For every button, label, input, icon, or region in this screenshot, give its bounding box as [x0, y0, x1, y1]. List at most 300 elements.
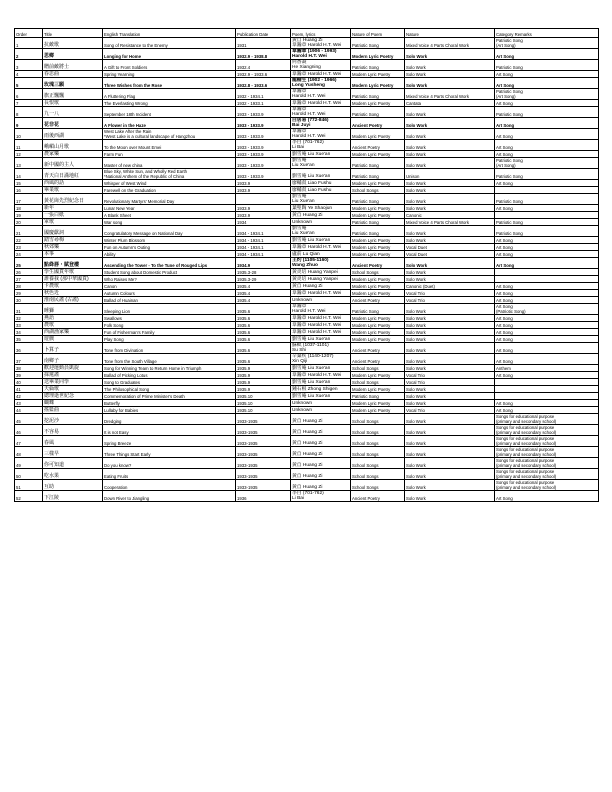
- row-remarks-cell: [495, 100, 599, 107]
- cell-text: 韋瀚章 (1906 - 1993): [292, 49, 337, 54]
- row-order-cell: [15, 158, 43, 169]
- row-lyrics-cell: [291, 414, 351, 425]
- row-remarks-cell: [495, 458, 599, 469]
- row-poem-cell: [351, 100, 405, 107]
- cell-text: Modern Lyric Poetry: [352, 238, 391, 243]
- row-remarks-cell: [495, 322, 599, 329]
- cell-text: Commemoration of Prime Minister's Death: [104, 394, 185, 399]
- row-order-cell: [15, 329, 43, 336]
- row-nature-cell: [405, 258, 495, 269]
- row-title-cell: [43, 407, 103, 414]
- cell-text: Whisper of West Wind: [104, 181, 147, 186]
- cell-text: 抗敵歌: [44, 42, 60, 48]
- col-title-header: Title: [43, 29, 103, 38]
- cell-text: 卡農歌: [44, 283, 60, 289]
- cell-text: 1935.10: [237, 401, 253, 406]
- cell-text: A Fluttering Flag: [104, 94, 136, 99]
- cell-text: 36: [16, 348, 21, 353]
- row-nature-cell: [405, 379, 495, 386]
- row-english-cell: [103, 480, 236, 491]
- row-remarks-cell: [495, 365, 599, 372]
- row-title-cell: [43, 425, 103, 436]
- table-row: [15, 379, 599, 386]
- cell-text: 38: [16, 366, 21, 371]
- cell-text: Art Song: [496, 72, 513, 77]
- row-date-cell: [236, 469, 291, 480]
- cell-text: 韋瀚章 Harold H.T. Wei: [292, 43, 342, 48]
- row-date-cell: [236, 329, 291, 336]
- cell-text: 1: [16, 43, 19, 48]
- cell-text: Li Bai: [292, 145, 304, 150]
- row-remarks-cell: [495, 258, 599, 269]
- table-row: [15, 336, 599, 343]
- row-order-cell: [15, 226, 43, 237]
- row-lyrics-cell: [291, 447, 351, 458]
- row-poem-cell: [351, 329, 405, 336]
- cell-text: 52: [16, 496, 21, 501]
- table-row: [15, 71, 599, 78]
- cell-text: Solo Work: [406, 270, 426, 275]
- row-poem-cell: [351, 400, 405, 407]
- cell-text: 一張白紙: [44, 212, 65, 218]
- row-remarks-cell: [495, 315, 599, 322]
- row-poem-cell: [351, 343, 405, 354]
- row-poem-cell: [351, 379, 405, 386]
- cell-text: September 18th Incident: [104, 112, 151, 117]
- cell-text: 贈前敵將士: [44, 64, 70, 70]
- cell-text: Art Song: [496, 337, 513, 342]
- row-date-cell: [236, 290, 291, 297]
- row-title-cell: [43, 219, 103, 226]
- cell-text: 1933.9: [237, 206, 251, 211]
- row-lyrics-cell: [291, 336, 351, 343]
- row-date-cell: [236, 107, 291, 118]
- row-lyrics-cell: [291, 283, 351, 290]
- cell-text: 黃自 Huang Zi: [292, 419, 323, 424]
- table-row: [15, 194, 599, 205]
- row-english-cell: [103, 315, 236, 322]
- cell-text: 國慶獻詞: [44, 230, 65, 236]
- row-lyrics-cell: [291, 212, 351, 219]
- cell-text: 秋色近: [44, 290, 60, 296]
- cell-text: Fun on Autumn's Outing: [104, 245, 150, 250]
- row-order-cell: [15, 140, 43, 151]
- cell-text: Unknown: [292, 298, 312, 303]
- row-title-cell: [43, 151, 103, 158]
- cell-text: 1934 - 1934.1: [237, 231, 264, 236]
- cell-text: Spring Breeze: [104, 441, 132, 446]
- row-lyrics-cell: [291, 386, 351, 393]
- cell-text: Solo Work: [406, 474, 426, 479]
- row-poem-cell: [351, 297, 405, 304]
- row-date-cell: [236, 414, 291, 425]
- row-date-cell: [236, 118, 291, 129]
- row-english-cell: [103, 60, 236, 71]
- cell-text: Patriotic Song: [352, 163, 379, 168]
- cell-text: Solo Work: [406, 163, 426, 168]
- cell-text: Down River to Jiangling: [104, 496, 150, 501]
- row-date-cell: [236, 71, 291, 78]
- row-date-cell: [236, 480, 291, 491]
- row-title-cell: [43, 283, 103, 290]
- cell-text: Canon: [104, 284, 117, 289]
- row-order-cell: [15, 447, 43, 458]
- cell-text: 1935.9: [237, 387, 251, 392]
- cell-text: Winter Plum Blossom: [104, 238, 146, 243]
- row-nature-cell: [405, 205, 495, 212]
- table-row: [15, 38, 599, 49]
- cell-text: 1934: [237, 220, 247, 225]
- cell-text: Modern Lyric Poetry: [352, 408, 391, 413]
- row-poem-cell: [351, 212, 405, 219]
- row-date-cell: [236, 226, 291, 237]
- row-title-cell: [43, 180, 103, 187]
- cell-text: Ancient Poetry: [352, 359, 380, 364]
- cell-text: Solo Work: [406, 54, 428, 59]
- row-lyrics-cell: [291, 226, 351, 237]
- cell-text: Modern Lyric Poetry: [352, 330, 391, 335]
- row-order-cell: [15, 436, 43, 447]
- cell-text: 24: [16, 252, 21, 257]
- row-remarks-cell: [495, 436, 599, 447]
- cell-text: Art Song: [496, 298, 513, 303]
- cell-text: (primary and secondary school): [496, 441, 557, 446]
- row-date-cell: [236, 407, 291, 414]
- row-english-cell: [103, 89, 236, 100]
- row-nature-cell: [405, 436, 495, 447]
- row-title-cell: [43, 194, 103, 205]
- cell-text: Modern Lyric Poetry: [352, 387, 391, 392]
- cell-text: School Songs: [352, 474, 379, 479]
- row-order-cell: [15, 290, 43, 297]
- cell-text: Patriotic Song: [496, 65, 523, 70]
- cell-text: 劉雪庵 Liu Xue'an: [292, 337, 331, 342]
- cell-text: 劉雪庵 Liu Xue'an: [292, 238, 331, 243]
- cell-text: Solo Work: [406, 206, 426, 211]
- row-english-cell: [103, 180, 236, 187]
- table-row: [15, 469, 599, 480]
- row-nature-cell: [405, 276, 495, 283]
- cell-text: 睡獅: [44, 308, 55, 314]
- cell-text: Solo Work: [406, 263, 428, 268]
- cell-text: The Philosophical Song: [104, 387, 150, 392]
- row-order-cell: [15, 244, 43, 251]
- cell-text: *West Lake is a cultural landscape of Hangzhou: [104, 134, 196, 139]
- cell-text: 黃炎培 Huang Yanpei: [292, 277, 338, 282]
- cell-text: 劉雪庵: [292, 226, 307, 231]
- table-row: [15, 169, 599, 180]
- row-date-cell: [236, 365, 291, 372]
- row-nature-cell: [405, 414, 495, 425]
- cell-text: Patriotic Song: [496, 38, 523, 43]
- row-date-cell: [236, 386, 291, 393]
- row-title-cell: [43, 258, 103, 269]
- cell-text: 1935.10: [237, 408, 253, 413]
- cell-text: 思鄉: [44, 53, 55, 59]
- row-remarks-cell: [495, 78, 599, 89]
- cell-text: Who Raises Me?: [104, 277, 137, 282]
- cell-text: 1933.9: [237, 213, 251, 218]
- cell-text: 10: [16, 134, 21, 139]
- row-lyrics-cell: [291, 251, 351, 258]
- row-order-cell: [15, 107, 43, 118]
- cell-text: Solo Work: [406, 323, 426, 328]
- cell-text: (primary and secondary school): [496, 430, 557, 435]
- cell-text: A Blank Sheet: [104, 213, 131, 218]
- row-english-cell: [103, 129, 236, 140]
- cell-text: Art Song: [496, 304, 513, 309]
- cell-text: 1935.3-29: [237, 277, 257, 282]
- cell-text: Wang Zhuo: [292, 263, 318, 268]
- cell-text: 22: [16, 238, 21, 243]
- row-order-cell: [15, 169, 43, 180]
- cell-text: West Lake After the Rain: [104, 129, 152, 134]
- cell-text: 總理逝世紀念: [44, 393, 75, 399]
- row-poem-cell: [351, 118, 405, 129]
- cell-text: Lullaby for Babies: [104, 408, 139, 413]
- cell-text: Modern Lyric Poetry: [352, 213, 391, 218]
- cell-text: 青天白日滿地紅: [44, 173, 80, 179]
- row-lyrics-cell: [291, 237, 351, 244]
- row-title-cell: [43, 372, 103, 379]
- cell-text: A Flower in the Haze: [104, 123, 146, 128]
- cell-text: Art Song: [496, 330, 513, 335]
- cell-text: 28: [16, 284, 21, 289]
- row-nature-cell: [405, 151, 495, 158]
- row-date-cell: [236, 491, 291, 502]
- row-english-cell: [103, 187, 236, 194]
- cell-text: Solo Work: [406, 231, 426, 236]
- cell-text: Sleeping Lion: [104, 309, 131, 314]
- row-date-cell: [236, 158, 291, 169]
- row-title-cell: [43, 447, 103, 458]
- cell-text: 三樣早: [44, 451, 60, 457]
- cell-text: Vocal Trio: [406, 298, 425, 303]
- cell-text: 1935.4: [237, 284, 251, 289]
- row-remarks-cell: [495, 49, 599, 60]
- cell-text: 農家樂: [44, 151, 60, 157]
- row-date-cell: [236, 151, 291, 158]
- row-remarks-cell: [495, 205, 599, 212]
- table-row: [15, 480, 599, 491]
- cell-text: 1935.6: [237, 359, 251, 364]
- table-row: [15, 219, 599, 226]
- cell-text: Unison: [406, 174, 420, 179]
- row-title-cell: [43, 436, 103, 447]
- row-order-cell: [15, 343, 43, 354]
- cell-text: Long Yusheng: [292, 83, 325, 88]
- cell-text: Modern Lyric Poetry: [352, 72, 391, 77]
- row-date-cell: [236, 187, 291, 194]
- cell-text: Vocal Trio: [406, 408, 425, 413]
- cell-text: Solo Work: [406, 238, 426, 243]
- row-english-cell: [103, 237, 236, 244]
- cell-text: Song of Resistance to the Enemy: [104, 43, 168, 48]
- cell-text: (primary and secondary school): [496, 419, 557, 424]
- row-english-cell: [103, 379, 236, 386]
- cell-text: Su Shi: [292, 348, 307, 353]
- cell-text: School Songs: [352, 366, 379, 371]
- table-row: [15, 436, 599, 447]
- row-english-cell: [103, 491, 236, 502]
- row-lyrics-cell: [291, 425, 351, 436]
- row-poem-cell: [351, 365, 405, 372]
- table-row: [15, 129, 599, 140]
- col-english-header: English Translation: [103, 29, 236, 38]
- cell-text: 點絳唇・賦登樓: [44, 262, 80, 268]
- row-remarks-cell: [495, 118, 599, 129]
- row-english-cell: [103, 205, 236, 212]
- works-table: [14, 28, 599, 502]
- table-row: [15, 283, 599, 290]
- cell-text: Patriotic Song: [496, 89, 523, 94]
- cell-text: School Songs: [352, 463, 379, 468]
- row-nature-cell: [405, 458, 495, 469]
- cell-text: Modern Lyric Poetry: [352, 206, 391, 211]
- cell-text: 1935.3-28: [237, 270, 257, 275]
- row-poem-cell: [351, 414, 405, 425]
- table-row: [15, 458, 599, 469]
- row-date-cell: [236, 283, 291, 290]
- row-english-cell: [103, 226, 236, 237]
- row-remarks-cell: [495, 158, 599, 169]
- row-lyrics-cell: [291, 458, 351, 469]
- row-nature-cell: [405, 343, 495, 354]
- cell-text: 1933 - 1933.9: [237, 163, 264, 168]
- row-order-cell: [15, 379, 43, 386]
- cell-text: 11: [16, 145, 21, 150]
- table-row: [15, 276, 599, 283]
- row-remarks-cell: [495, 244, 599, 251]
- row-lyrics-cell: [291, 315, 351, 322]
- row-lyrics-cell: [291, 365, 351, 372]
- row-date-cell: [236, 343, 291, 354]
- cell-text: 1935.4: [237, 291, 251, 296]
- row-poem-cell: [351, 269, 405, 276]
- cell-text: Songs for educational purpose: [496, 436, 555, 441]
- row-date-cell: [236, 447, 291, 458]
- row-date-cell: [236, 244, 291, 251]
- cell-text: Modern Lyric Poetry: [352, 401, 391, 406]
- row-lyrics-cell: [291, 118, 351, 129]
- table-row: [15, 447, 599, 458]
- row-english-cell: [103, 219, 236, 226]
- cell-text: 1933-1935: [237, 430, 258, 435]
- row-poem-cell: [351, 194, 405, 205]
- cell-text: Patriotic Song: [352, 43, 379, 48]
- cell-text: 17: [16, 199, 21, 204]
- cell-text: Harold H.T. Wei: [292, 309, 326, 314]
- row-date-cell: [236, 38, 291, 49]
- cell-text: Solo Work: [406, 309, 426, 314]
- cell-text: Ancient Poetry: [352, 123, 383, 128]
- row-order-cell: [15, 297, 43, 304]
- row-remarks-cell: [495, 304, 599, 315]
- cell-text: 21: [16, 231, 21, 236]
- row-lyrics-cell: [291, 258, 351, 269]
- cell-text: Solo Work: [406, 463, 426, 468]
- row-order-cell: [15, 469, 43, 480]
- row-title-cell: [43, 38, 103, 49]
- cell-text: 李白 (701-762): [292, 140, 324, 145]
- row-date-cell: [236, 169, 291, 180]
- row-title-cell: [43, 118, 103, 129]
- cell-text: Art Song: [496, 145, 513, 150]
- row-nature-cell: [405, 322, 495, 329]
- cell-text: The Everlasting Wrong: [104, 101, 148, 106]
- cell-text: 1933-1935: [237, 463, 258, 468]
- row-english-cell: [103, 107, 236, 118]
- row-lyrics-cell: [291, 372, 351, 379]
- row-remarks-cell: [495, 393, 599, 400]
- row-english-cell: [103, 251, 236, 258]
- row-poem-cell: [351, 89, 405, 100]
- row-poem-cell: [351, 258, 405, 269]
- cell-text: 劉雪庵 Liu Xue'an: [292, 380, 331, 385]
- row-lyrics-cell: [291, 276, 351, 283]
- row-nature-cell: [405, 329, 495, 336]
- cell-text: Lunar New Year: [104, 206, 135, 211]
- row-order-cell: [15, 180, 43, 187]
- cell-text: Li Bai: [292, 496, 304, 501]
- row-nature-cell: [405, 129, 495, 140]
- cell-text: 15: [16, 181, 21, 186]
- cell-text: 1934 - 1934.1: [237, 245, 264, 250]
- cell-text: Modern Lyric Poetry: [352, 54, 394, 59]
- cell-text: Solo Work: [406, 316, 426, 321]
- cell-text: (primary and secondary school): [496, 474, 557, 479]
- row-poem-cell: [351, 169, 405, 180]
- row-date-cell: [236, 354, 291, 365]
- cell-text: Modern Lyric Poetry: [352, 134, 391, 139]
- cell-text: Ballad of Huainan: [104, 298, 138, 303]
- cell-text: 學生國貨年歌: [44, 269, 75, 275]
- row-remarks-cell: [495, 107, 599, 118]
- cell-text: Solo Work: [406, 277, 426, 282]
- row-english-cell: [103, 393, 236, 400]
- row-date-cell: [236, 276, 291, 283]
- cell-text: 韋瀚章 Harold H.T. Wei: [292, 373, 342, 378]
- row-nature-cell: [405, 169, 495, 180]
- cell-text: 1933.9: [237, 181, 251, 186]
- cell-text: 1933 - 1933.9: [237, 152, 264, 157]
- row-title-cell: [43, 269, 103, 276]
- row-remarks-cell: [495, 480, 599, 491]
- cell-text: 踏雪尋梅: [44, 237, 65, 243]
- cell-text: 韋瀚章: [292, 89, 307, 94]
- cell-text: Vocal Trio: [406, 291, 425, 296]
- row-nature-cell: [405, 219, 495, 226]
- row-lyrics-cell: [291, 469, 351, 480]
- row-english-cell: [103, 276, 236, 283]
- row-order-cell: [15, 205, 43, 212]
- row-title-cell: [43, 322, 103, 329]
- cell-text: 1933-1935: [237, 474, 258, 479]
- cell-text: 黃花崗先烈紀念日: [44, 198, 85, 204]
- col-lyrics-header: Poem, lyrics: [291, 29, 351, 38]
- table-row: [15, 49, 599, 60]
- row-lyrics-cell: [291, 151, 351, 158]
- cell-text: Solo Work: [406, 152, 426, 157]
- cell-text: 5: [16, 83, 19, 88]
- row-poem-cell: [351, 322, 405, 329]
- cell-text: 誰養我 (那中華國貨): [44, 276, 89, 282]
- row-order-cell: [15, 187, 43, 194]
- row-date-cell: [236, 258, 291, 269]
- cell-text: Patriotic Song: [352, 199, 379, 204]
- cell-text: Patriotic Song: [352, 94, 379, 99]
- row-remarks-cell: [495, 336, 599, 343]
